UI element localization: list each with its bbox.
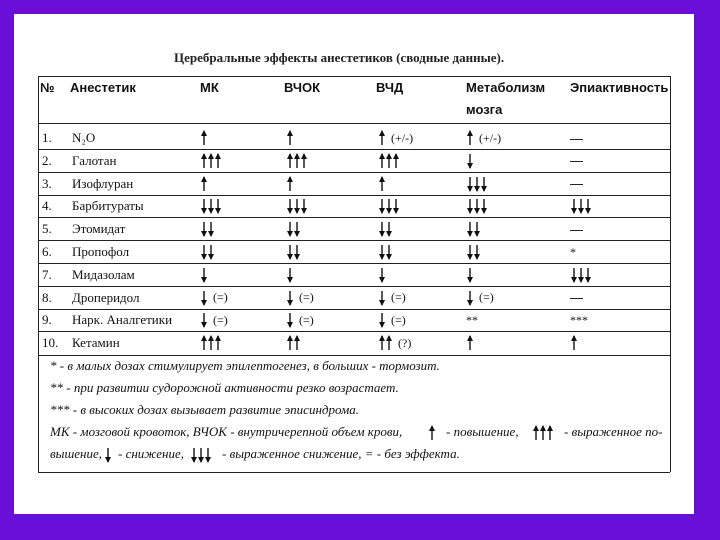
cell-metab-text: (+/-): [479, 130, 502, 145]
cell-vchok: [286, 195, 309, 217]
cell-metab: [466, 241, 482, 263]
row-drug-name: Изофлуран: [72, 175, 134, 191]
slide-page: [14, 14, 694, 514]
cell-vchok-text: (=): [299, 312, 314, 327]
cell-vchd-text: (?): [398, 335, 412, 350]
arrow-up-icon: [200, 129, 209, 147]
arrow-up-icon: [466, 129, 475, 147]
row-number: 6.: [42, 244, 52, 259]
cell-mk: [200, 264, 209, 286]
header-metab-2: мозга: [466, 102, 503, 117]
table-left-rule: [38, 76, 39, 355]
arrow-up-icon: [428, 424, 437, 442]
notes-right-rule: [670, 355, 671, 472]
cell-vchok: [286, 264, 295, 286]
cell-vchd: [378, 150, 401, 172]
cell-vchok: [286, 150, 309, 172]
cell-mk: [200, 332, 223, 354]
cell-vchd: [378, 195, 401, 217]
header-num: №: [40, 80, 55, 95]
note-4b: - повышение,: [446, 424, 519, 439]
cell-vchd-text: (+/-): [391, 130, 414, 145]
row-number: 5.: [42, 221, 52, 237]
arrow-down-icon: [570, 197, 593, 215]
arrow-down-icon: [466, 266, 475, 284]
cell-epi-text: —: [570, 221, 583, 237]
note-5a: вышение,: [50, 446, 102, 461]
cell-vchd-text: (=): [391, 312, 406, 327]
cell-metab: [466, 150, 475, 172]
arrow-up-icon: [378, 175, 387, 193]
cell-epi-text: ***: [570, 312, 588, 327]
row-drug-name: Пропофол: [72, 244, 130, 259]
arrow-up-icon: [200, 175, 209, 193]
cell-metab: [466, 127, 501, 149]
arrow-down-icon: [466, 152, 475, 170]
cell-vchd: [378, 241, 394, 263]
cell-mk-text: (=): [213, 290, 228, 305]
arrow-down-icon: [570, 266, 593, 284]
header-vchok: ВЧОК: [284, 80, 321, 95]
arrow-down-icon: [286, 311, 295, 329]
legend-strong-down-arrow: [190, 444, 213, 466]
cell-metab-text: (=): [479, 290, 494, 305]
row-number: 7.: [42, 266, 52, 282]
row-drug-name: Дроперидол: [72, 289, 140, 305]
cell-mk: [200, 309, 228, 331]
row-number: 8.: [42, 289, 52, 305]
arrow-down-icon: [104, 446, 113, 464]
arrow-up-icon: [200, 152, 223, 170]
note-3: *** - в высоких дозах вызывает развитие эписиндрома.: [50, 402, 360, 417]
arrow-down-icon: [378, 197, 401, 215]
document-title: Церебральные эффекты анестетиков (сводные данные).: [174, 50, 505, 65]
cell-epi-text: —: [570, 176, 583, 192]
cell-metab: [466, 173, 489, 195]
cell-vchd-text: (=): [391, 290, 406, 305]
arrow-up-icon: [286, 152, 309, 170]
arrow-up-icon: [532, 424, 555, 442]
note-5b: - снижение,: [118, 446, 184, 461]
cell-metab: [466, 309, 478, 331]
cell-metab-text: **: [466, 312, 478, 327]
cell-vchok: [286, 287, 314, 309]
cell-epi: [570, 241, 576, 263]
row-drug-name: Этомидат: [72, 221, 126, 237]
cell-mk: [200, 287, 228, 309]
cell-mk: [200, 218, 216, 240]
arrow-down-icon: [286, 243, 302, 261]
cell-epi: [570, 150, 583, 172]
row-drug-name: N₂O: [72, 130, 96, 145]
cell-epi: [570, 195, 593, 217]
cell-vchd: [378, 218, 394, 240]
cell-mk: [200, 241, 216, 263]
cell-mk: [200, 195, 223, 217]
arrow-up-icon: [378, 152, 401, 170]
table-right-rule: [670, 76, 671, 355]
arrow-down-icon: [378, 266, 387, 284]
cell-epi: [570, 332, 579, 354]
arrow-up-icon: [286, 129, 295, 147]
cell-epi: [570, 309, 588, 331]
cell-mk: [200, 127, 209, 149]
cell-epi: [570, 218, 583, 240]
cell-vchd: [378, 127, 413, 149]
arrow-up-icon: [378, 334, 394, 352]
note-4a: МК - мозговой кровоток, ВЧОК - внутричерепной объем крови,: [50, 424, 403, 439]
note-2: ** - при развитии судорожной активности резко возрастает.: [50, 380, 399, 395]
arrow-down-icon: [466, 175, 489, 193]
row-drug-name: Кетамин: [72, 335, 120, 351]
arrow-up-icon: [570, 334, 579, 352]
arrow-down-icon: [200, 266, 209, 284]
cell-vchd: [378, 309, 406, 331]
arrow-down-icon: [466, 289, 475, 307]
notes-left-rule: [38, 355, 39, 472]
cell-vchok: [286, 173, 295, 195]
arrow-down-icon: [466, 243, 482, 261]
arrow-down-icon: [200, 289, 209, 307]
legend-up-arrow: [428, 422, 437, 444]
row-drug-name: Барбитураты: [72, 198, 144, 214]
arrow-up-icon: [378, 129, 387, 147]
arrow-down-icon: [378, 311, 387, 329]
row-drug-name: Галотан: [72, 152, 117, 168]
cell-vchd: [378, 287, 406, 309]
cell-metab: [466, 195, 489, 217]
note-1: * - в малых дозах стимулирует эпилептогенез, в больших - тормозит.: [50, 358, 440, 373]
row-drug-name: Мидазолам: [72, 266, 135, 282]
arrow-down-icon: [378, 289, 387, 307]
row-drug-name: Нарк. Аналгетики: [72, 312, 173, 328]
cell-metab: [466, 218, 482, 240]
header-drug: Анестетик: [70, 80, 136, 95]
legend-strong-up-arrow: [532, 422, 555, 444]
cell-vchd: [378, 332, 411, 354]
row-number: 3.: [42, 175, 52, 191]
legend-down-arrow: [104, 444, 113, 466]
arrow-down-icon: [200, 197, 223, 215]
header-metab: Метаболизм: [466, 80, 546, 95]
cell-vchok: [286, 241, 302, 263]
row-number: 2.: [42, 152, 52, 168]
header-mk: МК: [200, 80, 219, 95]
cell-epi: [570, 127, 583, 149]
cell-epi-text: —: [570, 290, 583, 306]
row-number: 9.: [42, 312, 52, 328]
header-epi: Эпиактивность: [570, 80, 669, 95]
arrow-down-icon: [466, 220, 482, 238]
arrow-down-icon: [200, 311, 209, 329]
cell-vchok: [286, 127, 295, 149]
row-number: 10.: [42, 335, 59, 351]
arrow-up-icon: [286, 334, 302, 352]
notes-bottom-rule: [38, 472, 670, 473]
arrow-down-icon: [286, 266, 295, 284]
cell-vchd: [378, 173, 387, 195]
cell-vchd: [378, 264, 387, 286]
cell-metab: [466, 287, 494, 309]
cell-vchok: [286, 218, 302, 240]
arrow-down-icon: [286, 220, 302, 238]
cell-vchok: [286, 309, 314, 331]
arrow-down-icon: [286, 197, 309, 215]
arrow-down-icon: [190, 446, 213, 464]
cell-mk: [200, 173, 209, 195]
arrow-down-icon: [200, 243, 216, 261]
arrow-down-icon: [378, 243, 394, 261]
cell-vchok-text: (=): [299, 290, 314, 305]
arrow-up-icon: [200, 334, 223, 352]
row-number: 1.: [42, 130, 52, 145]
cell-vchok: [286, 332, 302, 354]
arrow-down-icon: [378, 220, 394, 238]
note-4c: - выраженное по-: [564, 424, 663, 439]
arrow-down-icon: [286, 289, 295, 307]
cell-epi: [570, 173, 583, 195]
cell-epi-text: —: [570, 130, 583, 146]
arrow-down-icon: [466, 197, 489, 215]
cell-epi: [570, 287, 583, 309]
table-top-rule: [38, 76, 670, 77]
cell-epi-text: *: [570, 244, 576, 259]
table-bottom-rule: [38, 355, 670, 356]
arrow-up-icon: [286, 175, 295, 193]
cell-mk-text: (=): [213, 312, 228, 327]
arrow-down-icon: [200, 220, 216, 238]
cell-epi: [570, 264, 593, 286]
header-vchd: ВЧД: [376, 80, 404, 95]
header-bottom-rule: [38, 123, 670, 124]
arrow-up-icon: [466, 334, 475, 352]
cell-epi-text: —: [570, 153, 583, 169]
cell-metab: [466, 264, 475, 286]
cell-mk: [200, 150, 223, 172]
row-number: 4.: [42, 198, 52, 214]
cell-metab: [466, 332, 475, 354]
note-5c: - выраженное снижение, = - без эффекта.: [222, 446, 460, 461]
